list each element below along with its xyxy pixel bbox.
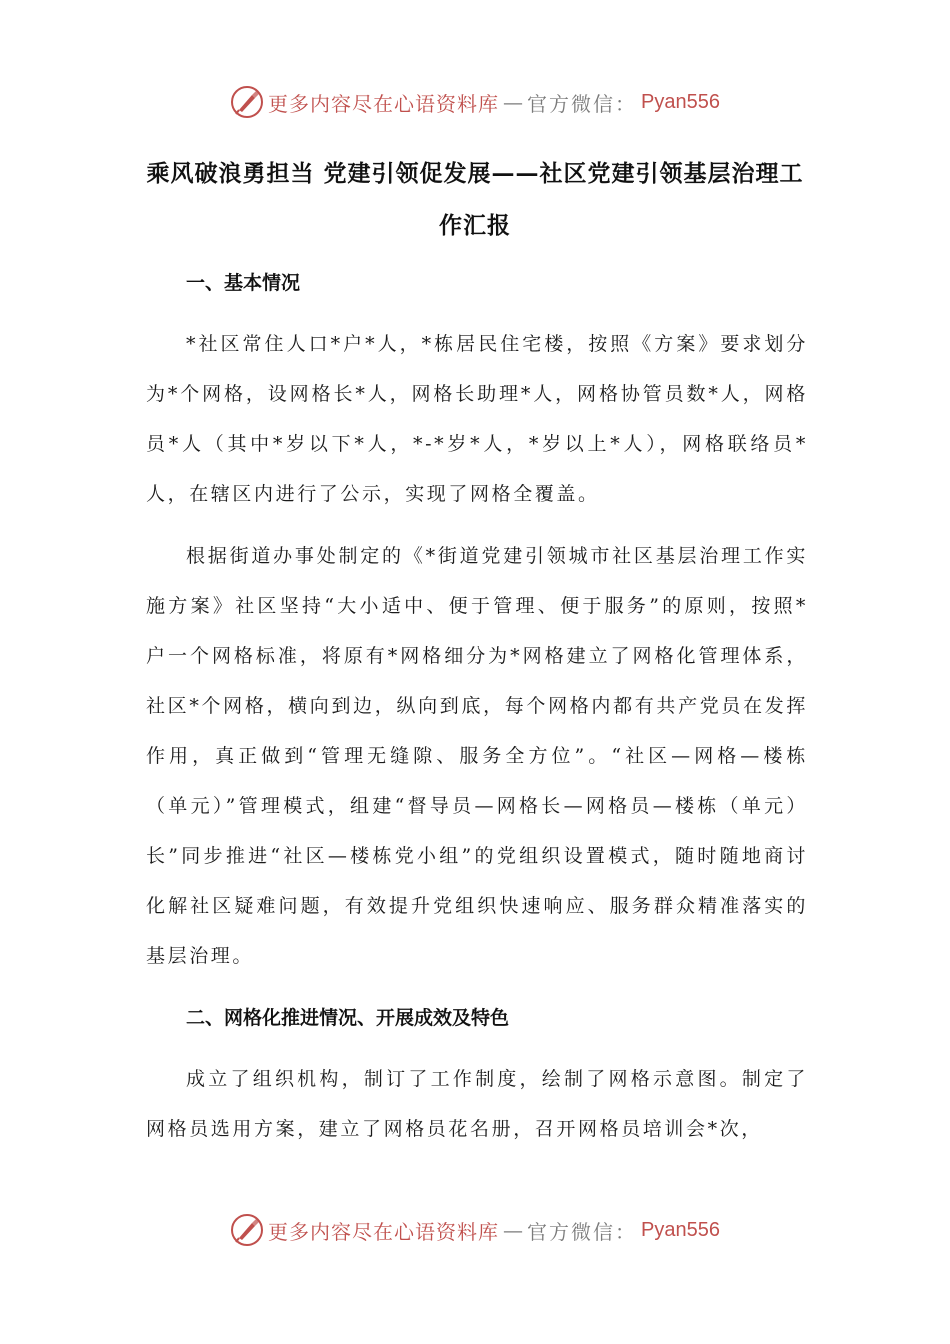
watermark-brand-text: 更多内容尽在心语资料库 <box>268 91 500 116</box>
watermark-wechat-label: 官方微信： <box>527 91 638 116</box>
watermark-banner-bottom <box>0 1210 950 1250</box>
section-heading-grid-progress: 二、网格化推进情况、开展成效及特色 <box>186 1007 510 1029</box>
section-heading-basic-info: 一、基本情况 <box>186 272 301 294</box>
watermark-wechat-id: Pyan556 <box>641 1218 720 1241</box>
paragraph: 成立了组织机构，制订了工作制度，绘制了网格示意图。制定了网格员选用方案，建立了网格员花名册，召开网格员培训会*次， <box>146 1068 808 1140</box>
pen-nib-logo-icon <box>230 85 264 119</box>
paragraph: *社区常住人口*户*人，*栋居民住宅楼，按照《方案》要求划分为*个网格，设网格长*人，网格长助理*人，网格协管员数*人，网格员*人（其中*岁以下*人，*-*岁*人，*岁以上*人），网格联络员*人，在辖区内进行了公示，实现了网格全覆盖。 <box>146 333 808 505</box>
watermark-separator: — <box>503 1218 524 1242</box>
watermark-wechat-id: Pyan556 <box>641 90 720 113</box>
document-body <box>146 258 808 1166</box>
paragraph: 根据街道办事处制定的《*街道党建引领城市社区基层治理工作实施方案》社区坚持“大小适中、便于管理、便于服务”的原则，按照*户一个网格标准，将原有*网格细分为*网格建立了网格化管理体系，社区*个网格，横向到边，纵向到底，每个网格内都有共产党员在发挥作用，真正做到“管理无缝隙、服务全方位”。“社区—网格—楼栋（单元）”管理模式，组建“督导员—网格长—网格员—楼栋（单元）长”同步推进“社区—楼栋党小组”的党组织设置模式，随时随地商讨化解社区疑难问题，有效提升党组织快速响应、服务群众精准落实的基层治理。 <box>146 545 808 967</box>
watermark-wechat-label: 官方微信： <box>527 1219 638 1244</box>
watermark-separator: — <box>503 90 524 114</box>
pen-nib-logo-icon <box>230 1213 264 1247</box>
document-title: 乘风破浪勇担当 党建引领促发展——社区党建引领基层治理工作汇报 <box>146 160 804 239</box>
watermark-brand-text: 更多内容尽在心语资料库 <box>268 1219 500 1244</box>
watermark-banner-top <box>0 82 950 122</box>
